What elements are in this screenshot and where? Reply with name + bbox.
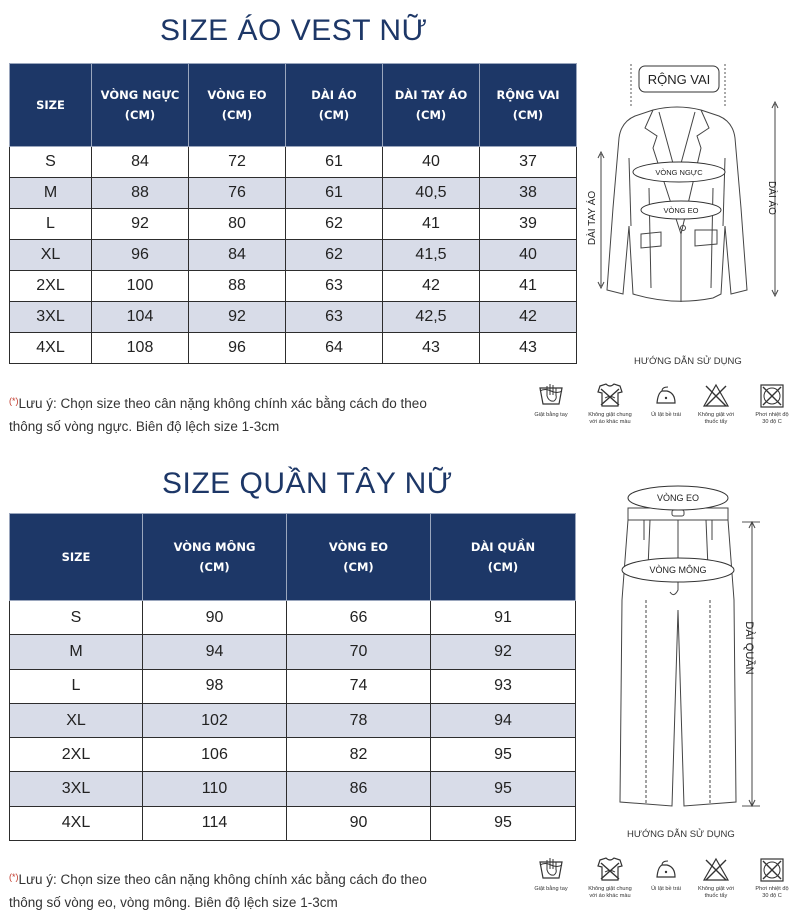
vest-header-unit: (CM) — [221, 108, 253, 122]
measurement-cell: 61 — [286, 147, 383, 178]
vest-header-unit: (CM) — [124, 108, 156, 122]
vest-header-unit: (CM) — [318, 108, 350, 122]
measurement-cell: 37 — [480, 147, 577, 178]
care-label — [745, 886, 799, 900]
table-row — [10, 240, 577, 271]
vest-header-label: DÀI ÁO — [311, 88, 357, 102]
measurement-cell: 84 — [92, 147, 189, 178]
measurement-cell: 41,5 — [383, 240, 480, 271]
vest-title: SIZE ÁO VEST NỮ — [160, 14, 428, 47]
vest-note — [9, 392, 489, 438]
vest-note-line2: thông số vòng ngực. Biên độ lệch size 1-3cm — [9, 419, 280, 434]
pants-header-label: VÒNG MÔNG — [173, 540, 256, 554]
measurement-cell: 42 — [383, 271, 480, 302]
pants-measurement-diagram — [600, 480, 780, 820]
pants-note — [9, 868, 499, 914]
care-label — [524, 886, 578, 893]
waist-label: VÒNG EO — [663, 206, 699, 215]
size-cell: M — [10, 635, 143, 669]
table-row — [10, 601, 576, 635]
vest-header-3 — [286, 64, 383, 147]
vest-header-label: VÒNG NGỰC — [100, 88, 180, 102]
measurement-cell: 110 — [143, 772, 287, 806]
table-row — [10, 703, 576, 737]
pants-size-table — [9, 513, 576, 841]
care-label — [583, 886, 637, 900]
jacket-length-label: DÀI ÁO — [766, 181, 777, 215]
table-row — [10, 147, 577, 178]
measurement-cell: 76 — [189, 178, 286, 209]
care-label-line1: Không giặt chung — [588, 412, 632, 418]
measurement-cell: 41 — [480, 271, 577, 302]
no-wash-with-colors-icon — [596, 856, 624, 884]
measurement-cell: 95 — [431, 772, 576, 806]
dry-30-icon — [758, 382, 786, 410]
measurement-cell: 102 — [143, 703, 287, 737]
size-cell: L — [10, 209, 92, 240]
pants-header-unit: (CM) — [487, 560, 519, 574]
vest-header-0 — [10, 64, 92, 147]
care-label-line2: thuốc tẩy — [704, 419, 728, 425]
vest-header-label: SIZE — [36, 98, 65, 112]
measurement-cell: 95 — [431, 806, 576, 840]
pants-header-label: VÒNG EO — [328, 540, 389, 554]
measurement-cell: 70 — [287, 635, 431, 669]
iron-inside-out-icon — [652, 382, 680, 410]
care-label-line1: Không giặt với — [697, 886, 734, 892]
shoulder-width-label: RỘNG VAI — [647, 72, 711, 87]
vest-header-5 — [480, 64, 577, 147]
measurement-cell: 63 — [286, 302, 383, 333]
table-row — [10, 302, 577, 333]
table-row — [10, 333, 577, 364]
measurement-cell: 86 — [287, 772, 431, 806]
vest-header-2 — [189, 64, 286, 147]
measurement-cell: 74 — [287, 669, 431, 703]
hand-wash-icon — [537, 856, 565, 884]
chest-label: VÒNG NGỰC — [655, 168, 703, 177]
size-cell: M — [10, 178, 92, 209]
care-label-line2: với áo khác màu — [589, 419, 631, 425]
care-label-line1: Giặt bằng tay — [534, 886, 568, 892]
care-label — [689, 886, 743, 900]
measurement-cell: 62 — [286, 240, 383, 271]
measurement-cell: 62 — [286, 209, 383, 240]
measurement-cell: 94 — [431, 703, 576, 737]
size-cell: 4XL — [10, 806, 143, 840]
iron-inside-out-icon — [652, 856, 680, 884]
pants-care-guide-title: HƯỚNG DẪN SỬ DỤNG — [627, 829, 735, 840]
vest-header-unit: (CM) — [512, 108, 544, 122]
pants-care-item — [745, 856, 799, 900]
care-label — [524, 412, 578, 419]
pants-header-row — [10, 514, 576, 601]
care-label-line1: Ủi lật bề trái — [651, 886, 681, 892]
pants-care-item — [524, 856, 578, 893]
care-label-line2: 30 độ C — [762, 893, 782, 899]
pants-header-1 — [143, 514, 287, 601]
measurement-cell: 88 — [189, 271, 286, 302]
measurement-cell: 90 — [287, 806, 431, 840]
dry-30-icon — [758, 856, 786, 884]
measurement-cell: 108 — [92, 333, 189, 364]
measurement-cell: 64 — [286, 333, 383, 364]
sleeve-length-label: DÀI TAY ÁO — [587, 190, 598, 246]
measurement-cell: 80 — [189, 209, 286, 240]
no-wash-with-colors-icon — [596, 382, 624, 410]
pants-note-line1: Lưu ý: Chọn size theo cân nặng không chính xác bằng cách đo theo — [18, 872, 427, 887]
measurement-cell: 92 — [431, 635, 576, 669]
table-row — [10, 669, 576, 703]
measurement-cell: 82 — [287, 738, 431, 772]
size-cell: 3XL — [10, 302, 92, 333]
vest-note-line1: Lưu ý: Chọn size theo cân nặng không chính xác bằng cách đo theo — [18, 396, 427, 411]
pants-header-3 — [431, 514, 576, 601]
vest-care-item — [689, 382, 743, 426]
vest-header-label: VÒNG EO — [207, 88, 267, 102]
care-label — [639, 886, 693, 893]
vest-header-row — [10, 64, 577, 147]
size-cell: S — [10, 147, 92, 178]
measurement-cell: 40 — [383, 147, 480, 178]
care-label-line2: 30 độ C — [762, 419, 782, 425]
pants-note-line2: thông số vòng eo, vòng mông. Biên độ lệch size 1-3cm — [9, 895, 338, 910]
measurement-cell: 72 — [189, 147, 286, 178]
pants-header-unit: (CM) — [199, 560, 230, 574]
measurement-cell: 92 — [92, 209, 189, 240]
measurement-cell: 43 — [383, 333, 480, 364]
vest-care-item — [745, 382, 799, 426]
pants-table-body — [10, 601, 576, 841]
care-label — [689, 412, 743, 426]
table-row — [10, 271, 577, 302]
vest-care-guide-title: HƯỚNG DẪN SỬ DỤNG — [634, 356, 742, 367]
care-label — [745, 412, 799, 426]
measurement-cell: 42,5 — [383, 302, 480, 333]
measurement-cell: 39 — [480, 209, 577, 240]
size-cell: L — [10, 669, 143, 703]
care-label-line1: Không giặt với — [697, 412, 734, 418]
measurement-cell: 104 — [92, 302, 189, 333]
vest-header-unit: (CM) — [415, 108, 447, 122]
pants-waist-label: VÒNG EO — [656, 493, 700, 503]
table-row — [10, 772, 576, 806]
pants-header-2 — [287, 514, 431, 601]
vest-care-item — [524, 382, 578, 419]
vest-care-item — [583, 382, 637, 426]
measurement-cell: 95 — [431, 738, 576, 772]
vest-size-table — [9, 63, 577, 364]
note-asterisk: (*) — [9, 396, 19, 406]
size-cell: 3XL — [10, 772, 143, 806]
care-label — [583, 412, 637, 426]
care-label-line1: Phơi nhiệt độ — [755, 412, 789, 418]
care-label-line1: Ủi lật bề trái — [651, 412, 681, 418]
measurement-cell: 41 — [383, 209, 480, 240]
care-label-line1: Phơi nhiệt độ — [755, 886, 789, 892]
size-cell: 4XL — [10, 333, 92, 364]
vest-header-label: DÀI TAY ÁO — [394, 88, 468, 102]
pants-header-label: SIZE — [61, 550, 91, 564]
no-bleach-icon — [702, 856, 730, 884]
pants-care-item — [583, 856, 637, 900]
measurement-cell: 40,5 — [383, 178, 480, 209]
pants-hip-label: VÒNG MÔNG — [649, 565, 707, 575]
measurement-cell: 42 — [480, 302, 577, 333]
note-asterisk: (*) — [9, 872, 19, 882]
care-label-line1: Giặt bằng tay — [534, 412, 568, 418]
table-row — [10, 178, 577, 209]
measurement-cell: 94 — [143, 635, 287, 669]
care-label-line1: Không giặt chung — [588, 886, 632, 892]
measurement-cell: 114 — [143, 806, 287, 840]
measurement-cell: 78 — [287, 703, 431, 737]
pants-care-item — [689, 856, 743, 900]
measurement-cell: 96 — [189, 333, 286, 364]
measurement-cell: 63 — [286, 271, 383, 302]
pants-header-unit: (CM) — [343, 560, 374, 574]
size-cell: XL — [10, 240, 92, 271]
size-cell: XL — [10, 703, 143, 737]
measurement-cell: 66 — [287, 601, 431, 635]
table-row — [10, 806, 576, 840]
pants-header-label: DÀI QUẦN — [470, 540, 536, 554]
table-row — [10, 635, 576, 669]
care-label-line2: thuốc tẩy — [704, 893, 728, 899]
vest-measurement-diagram — [583, 58, 783, 358]
measurement-cell: 92 — [189, 302, 286, 333]
measurement-cell: 40 — [480, 240, 577, 271]
vest-header-4 — [383, 64, 480, 147]
measurement-cell: 88 — [92, 178, 189, 209]
care-label-line2: với áo khác màu — [589, 893, 631, 899]
measurement-cell: 38 — [480, 178, 577, 209]
measurement-cell: 96 — [92, 240, 189, 271]
care-label — [639, 412, 693, 419]
measurement-cell: 106 — [143, 738, 287, 772]
measurement-cell: 98 — [143, 669, 287, 703]
vest-care-item — [639, 382, 693, 419]
measurement-cell: 61 — [286, 178, 383, 209]
pants-title: SIZE QUẦN TÂY NỮ — [162, 467, 453, 500]
vest-header-1 — [92, 64, 189, 147]
size-cell: 2XL — [10, 271, 92, 302]
table-row — [10, 738, 576, 772]
size-cell: S — [10, 601, 143, 635]
measurement-cell: 90 — [143, 601, 287, 635]
table-row — [10, 209, 577, 240]
size-cell: 2XL — [10, 738, 143, 772]
vest-header-label: RỘNG VAI — [496, 88, 560, 102]
vest-table-body — [10, 147, 577, 364]
pants-header-0 — [10, 514, 143, 601]
measurement-cell: 91 — [431, 601, 576, 635]
measurement-cell: 93 — [431, 669, 576, 703]
pants-care-item — [639, 856, 693, 893]
measurement-cell: 43 — [480, 333, 577, 364]
hand-wash-icon — [537, 382, 565, 410]
pants-length-label: DÀI QUẦN — [743, 621, 755, 675]
no-bleach-icon — [702, 382, 730, 410]
measurement-cell: 100 — [92, 271, 189, 302]
measurement-cell: 84 — [189, 240, 286, 271]
